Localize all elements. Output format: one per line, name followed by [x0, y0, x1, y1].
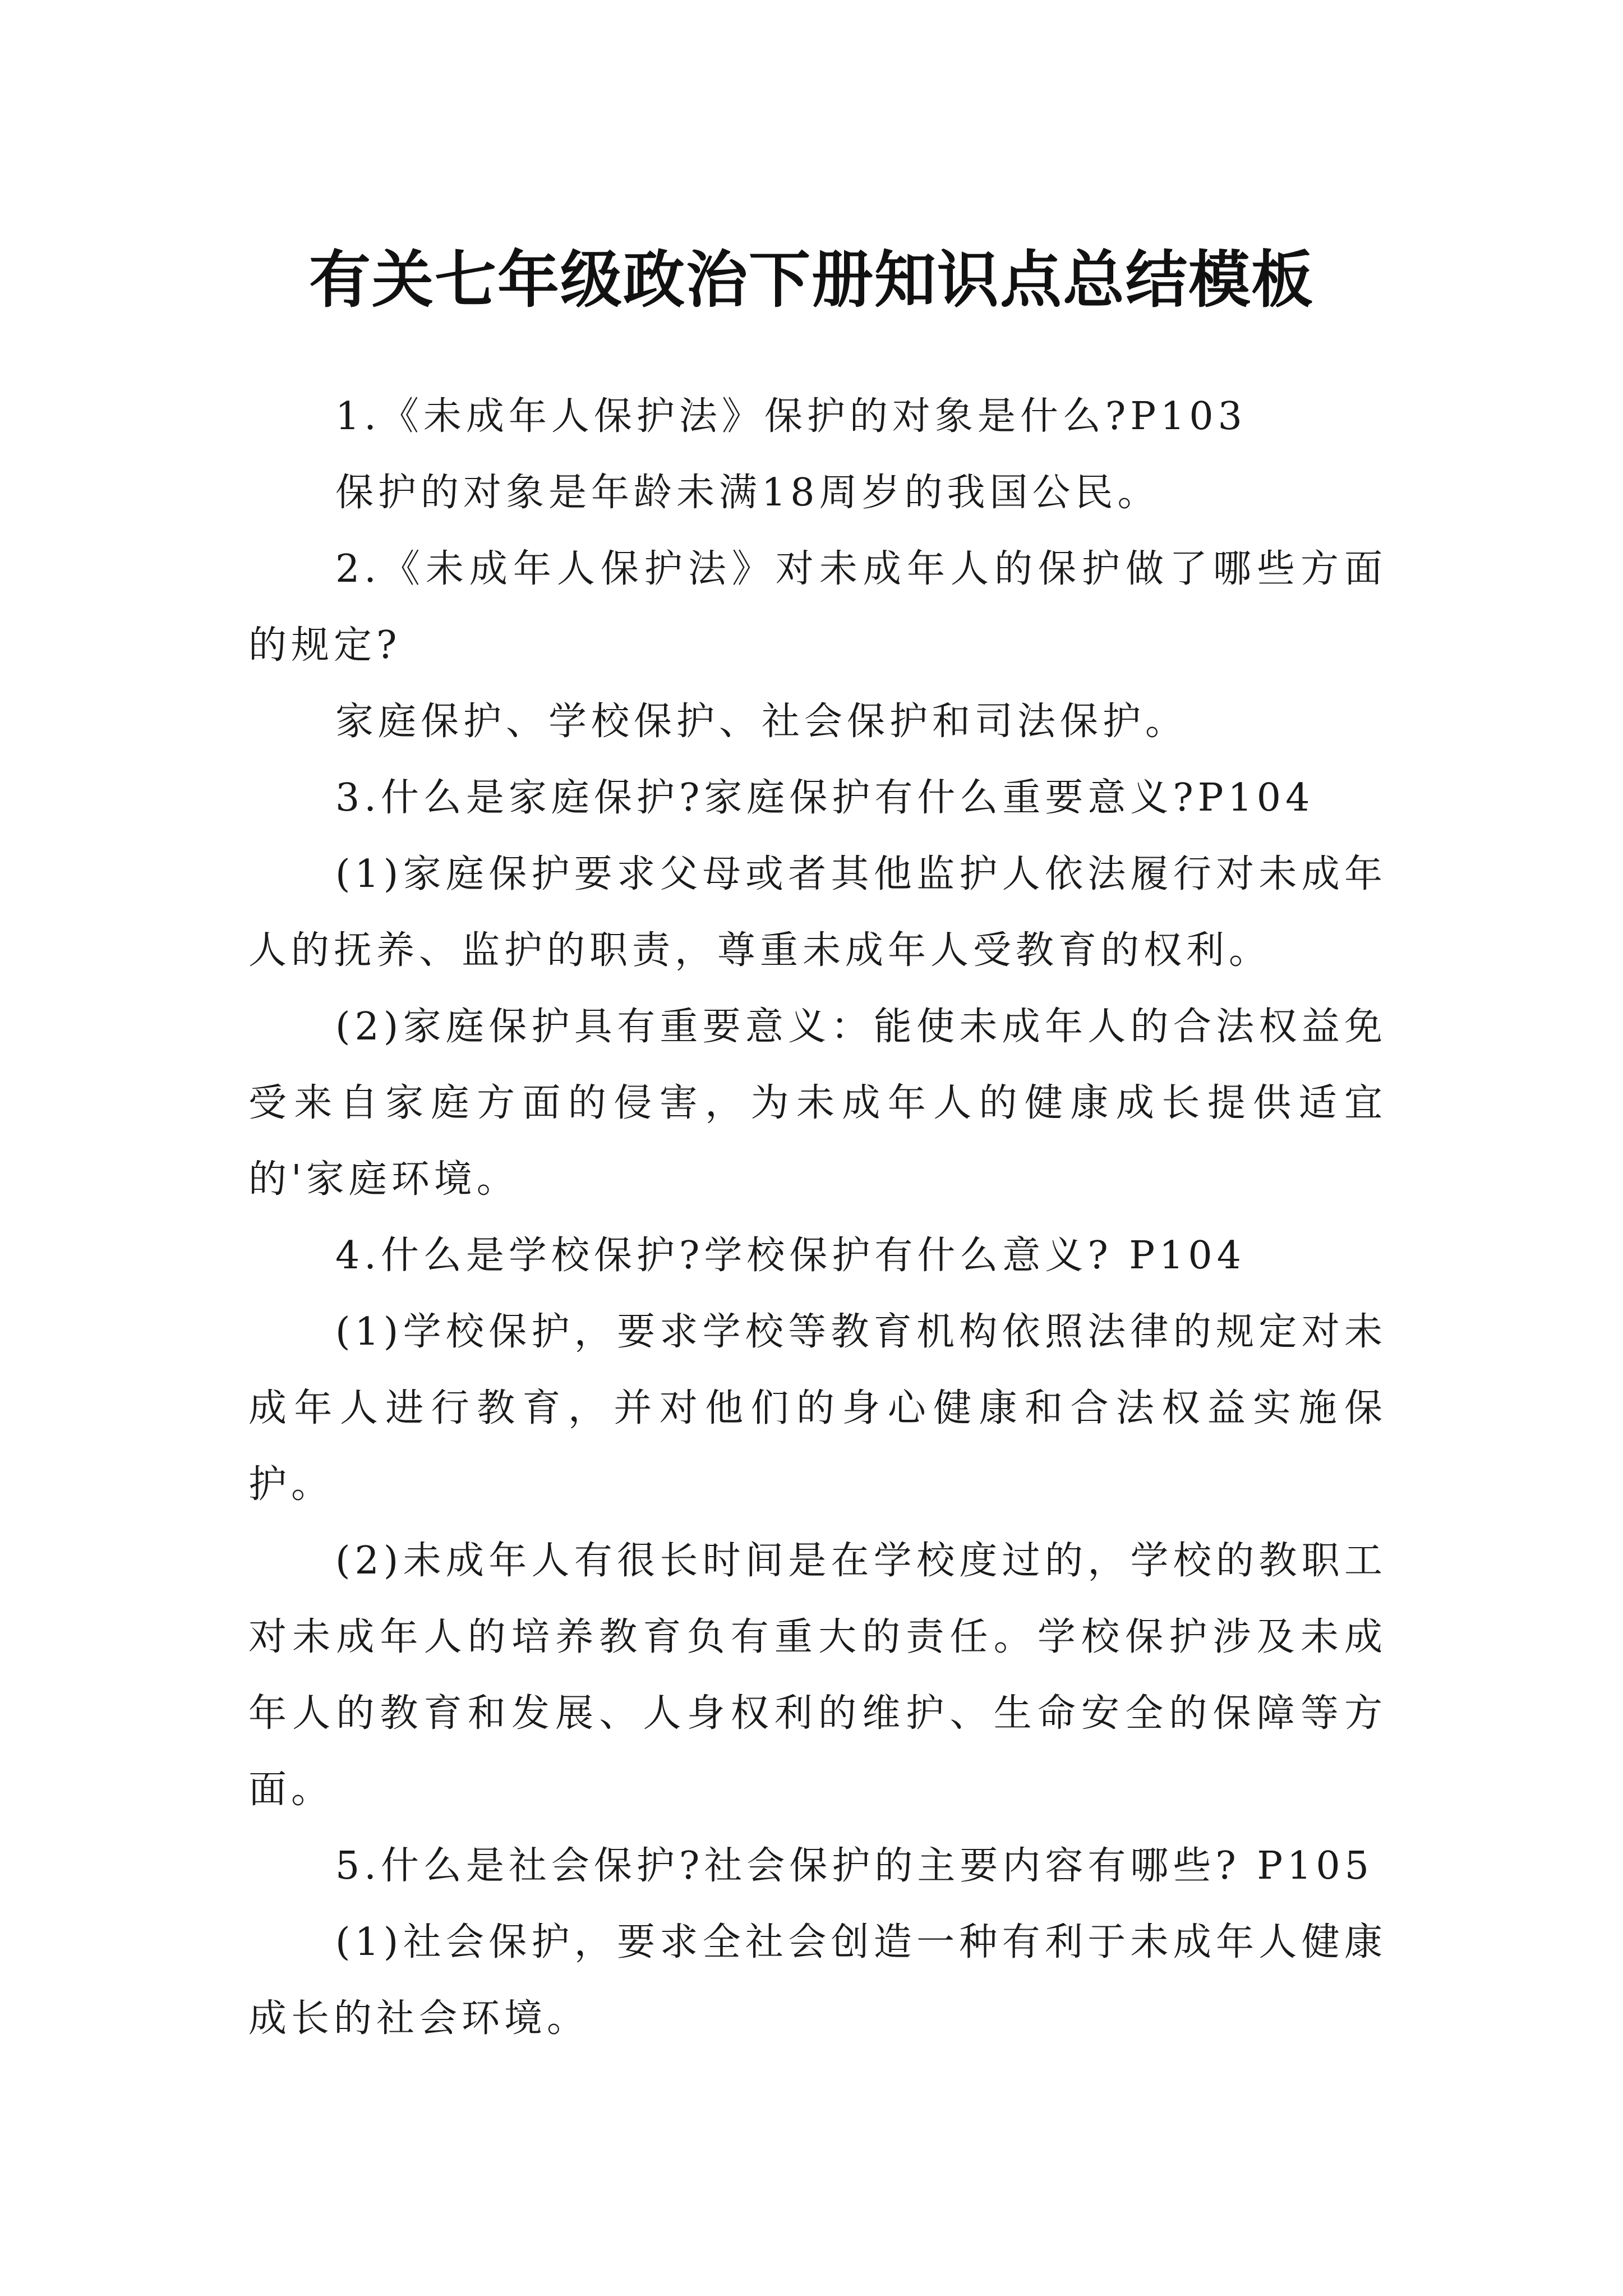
document-body	[248, 379, 1387, 2057]
paragraph-q1: 1.《未成年人保护法》保护的对象是什么?P103	[335, 394, 1247, 439]
paragraph-q3: 3.什么是家庭保护?家庭保护有什么重要意义?P104	[335, 776, 1315, 820]
paragraph-q4: 4.什么是学校保护?学校保护有什么意义? P104	[335, 1234, 1246, 1278]
document-title: 有关七年级政治下册知识点总结模板	[309, 243, 1314, 316]
paragraph-a3-1: (1)家庭保护要求父母或者其他监护人依法履行对未成年人的抚养、监护的职责，尊重未成年人受教育的权利。	[248, 852, 1387, 973]
paragraph-a4-1: (1)学校保护，要求学校等教育机构依照法律的规定对未成年人进行教育，并对他们的身心健康和合法权益实施保护。	[248, 1310, 1387, 1507]
paragraph-a3-2: (2)家庭保护具有重要意义：能使未成年人的合法权益免受来自家庭方面的侵害，为未成年人的健康成长提供适宜的'家庭环境。	[248, 1005, 1387, 1202]
paragraph-q5: 5.什么是社会保护?社会保护的主要内容有哪些? P105	[335, 1844, 1373, 1888]
paragraph-a4-2: (2)未成年人有很长时间是在学校度过的，学校的教职工对未成年人的培养教育负有重大的责任。学校保护涉及未成年人的教育和发展、人身权利的维护、生命安全的保障等方面。	[248, 1539, 1387, 1812]
paragraph-a1: 保护的对象是年龄未满18周岁的我国公民。	[335, 471, 1160, 515]
paragraph-a2: 家庭保护、学校保护、社会保护和司法保护。	[335, 700, 1188, 744]
paragraph-q2: 2.《未成年人保护法》对未成年人的保护做了哪些方面的规定?	[248, 547, 1387, 668]
paragraph-a5-1: (1)社会保护，要求全社会创造一种有利于未成年人健康成长的社会环境。	[248, 1920, 1387, 2041]
